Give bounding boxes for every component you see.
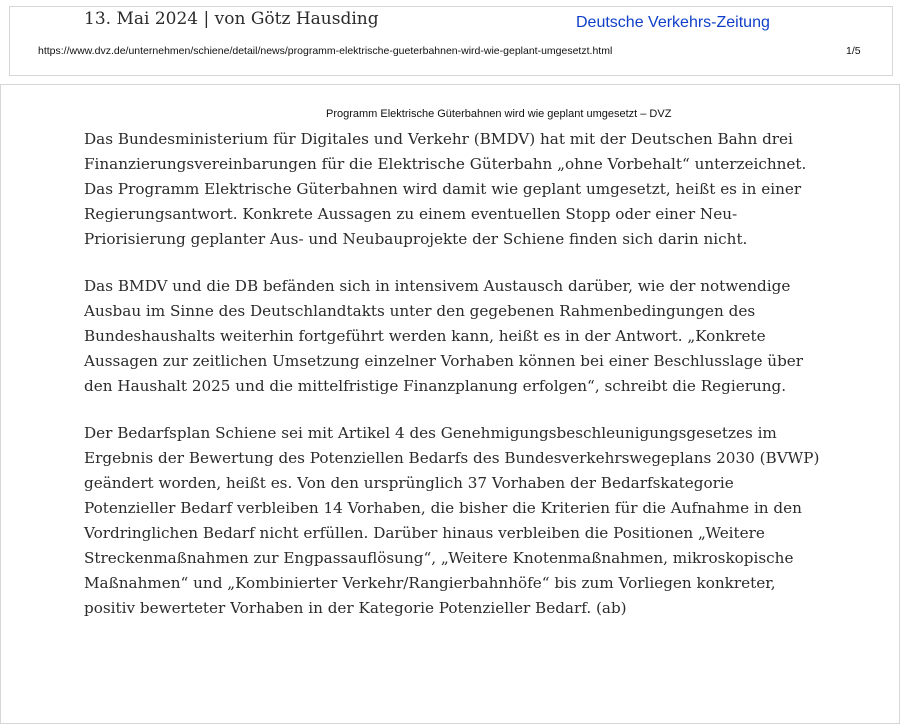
article-paragraph-2: Das BMDV und die DB befänden sich in intensivem Austausch darüber, wie der notwendige Ausbau im Sinne des Deutschlandtakts unter den gegebenen Rahmenbedingungen des Bundeshaushalts weiterhin fortgeführt werden kann, heißt es in der Antwort. „Konkrete Aussagen zur zeitlichen Umsetzung einzelner Vorhaben können bei einer Beschlusslage über den Haushalt 2025 und die mittelfristige Finanzplanung erfolgen“, schreibt die Regierung. — [84, 277, 804, 395]
article-title-header: Programm Elektrische Güterbahnen wird wie geplant umgesetzt – DVZ — [326, 108, 672, 120]
article-body — [84, 127, 824, 643]
publication-name: Deutsche Verkehrs-Zeitung — [576, 14, 770, 31]
date-author-line: 13. Mai 2024 | von Götz Hausding — [84, 9, 379, 29]
article-paragraph-3: Der Bedarfsplan Schiene sei mit Artikel 4 des Genehmigungsbeschleunigungsgesetzes im Ergebnis der Bewertung des Potenziellen Bedarfs des Bundesverkehrswegeplans 2030 (BVWP) geändert worden, heißt es. Von den ursprünglich 37 Vorhaben der Bedarfskategorie Potenzieller Bedarf verbleiben 14 Vorhaben, die bisher die Kriterien für die Aufnahme in den Vordringlichen Bedarf nicht erfüllen. Darüber hinaus verbleiben die Positionen „Weitere Streckenmaßnahmen zur Engpassauflösung“, „Weitere Knotenmaßnahmen, mikroskopische Maßnahmen“ und „Kombinierter Verkehr/Rangierbahnhöfe“ bis zum Vorliegen konkreter, positiv bewerteter Vorhaben in der Kategorie Potenzieller Bedarf. (ab) — [84, 424, 820, 617]
article-paragraph-1: Das Bundesministerium für Digitales und Verkehr (BMDV) hat mit der Deutschen Bahn drei Finanzierungsvereinbarungen für die Elektrische Güterbahn „ohne Vorbehalt“ unterzeichnet. Das Programm Elektrische Güterbahnen wird damit wie geplant umgesetzt, heißt es in einer Regierungsantwort. Konkrete Aussagen zu einem eventuellen Stopp oder einer Neu-Priorisierung geplanter Aus- und Neubauprojekte der Schiene finden sich darin nicht. — [84, 130, 807, 248]
source-url[interactable]: https://www.dvz.de/unternehmen/schiene/detail/news/programm-elektrische-gueterbahnen-wird-wie-geplant-umgesetzt.html — [38, 45, 613, 57]
page-number: 1/5 — [846, 45, 861, 57]
